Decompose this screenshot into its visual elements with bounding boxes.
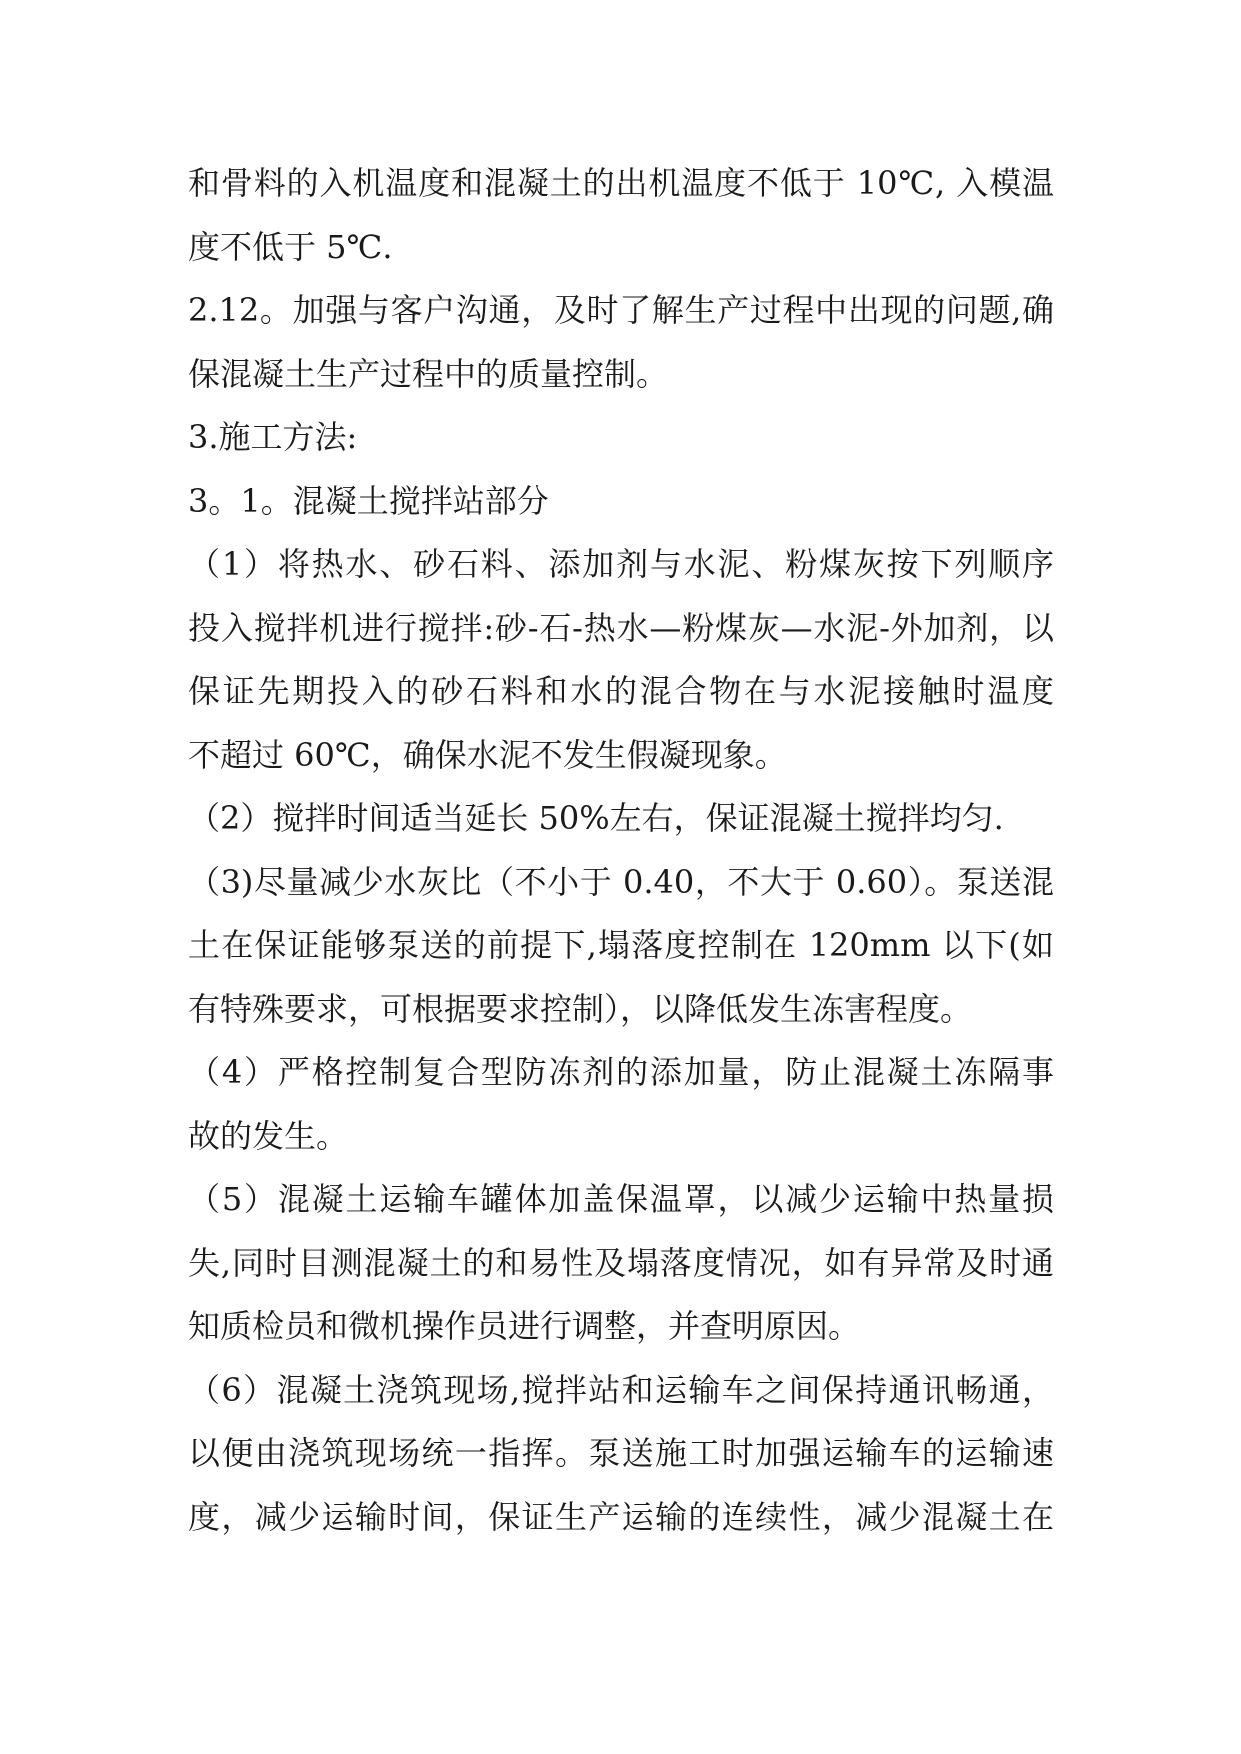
text-line: （5）混凝土运输车罐体加盖保温罩，以减少运输中热量损	[188, 1180, 1054, 1218]
text-line: 失,同时目测混凝土的和易性及塌落度情况，如有异常及时通	[188, 1243, 1054, 1282]
text-line: （3)尽量减少水灰比（不小于 0.40，不大于 0.60）。泵送混	[188, 862, 1054, 901]
text-line: 3.施工方法:	[188, 418, 358, 456]
text-line: 土在保证能够泵送的前提下,塌落度控制在 120mm 以下(如	[188, 926, 1054, 964]
text-line: 和骨料的入机温度和混凝土的出机温度不低于 10℃, 入模温	[188, 164, 1054, 202]
text-line: （1）将热水、砂石料、添加剂与水泥、粉煤灰按下列顺序	[188, 545, 1054, 583]
text-line: 知质检员和微机操作员进行调整，并查明原因。	[188, 1307, 861, 1345]
text-line: （6）混凝土浇筑现场,搅拌站和运输车之间保持通讯畅通，	[188, 1370, 1054, 1409]
body-text	[188, 152, 1054, 1549]
text-line: （4）严格控制复合型防冻剂的添加量，防止混凝土冻隔事	[188, 1053, 1054, 1091]
text-line: 2.12。加强与客户沟通，及时了解生产过程中出现的问题,确	[188, 291, 1054, 329]
text-line: 故的发生。	[188, 1116, 349, 1155]
text-line: 保证先期投入的砂石料和水的混合物在与水泥接触时温度	[188, 672, 1054, 710]
text-line: 3。1。混凝土搅拌站部分	[188, 481, 549, 520]
text-line: 投入搅拌机进行搅拌:砂-石-热水—粉煤灰—水泥-外加剂，以	[188, 608, 1054, 647]
text-line: 以便由浇筑现场统一指挥。泵送施工时加强运输车的运输速	[188, 1434, 1054, 1472]
text-line: 保混凝土生产过程中的质量控制。	[188, 354, 669, 393]
text-line: 不超过 60℃，确保水泥不发生假凝现象。	[188, 735, 787, 774]
text-line: （2）搅拌时间适当延长 50%左右，保证混凝土搅拌均匀.	[188, 799, 1004, 837]
text-line: 度，减少运输时间，保证生产运输的连续性，减少混凝土在	[188, 1497, 1054, 1536]
text-line: 有特殊要求，可根据要求控制），以降低发生冻害程度。	[188, 989, 973, 1028]
text-line: 度不低于 5℃.	[188, 227, 393, 266]
